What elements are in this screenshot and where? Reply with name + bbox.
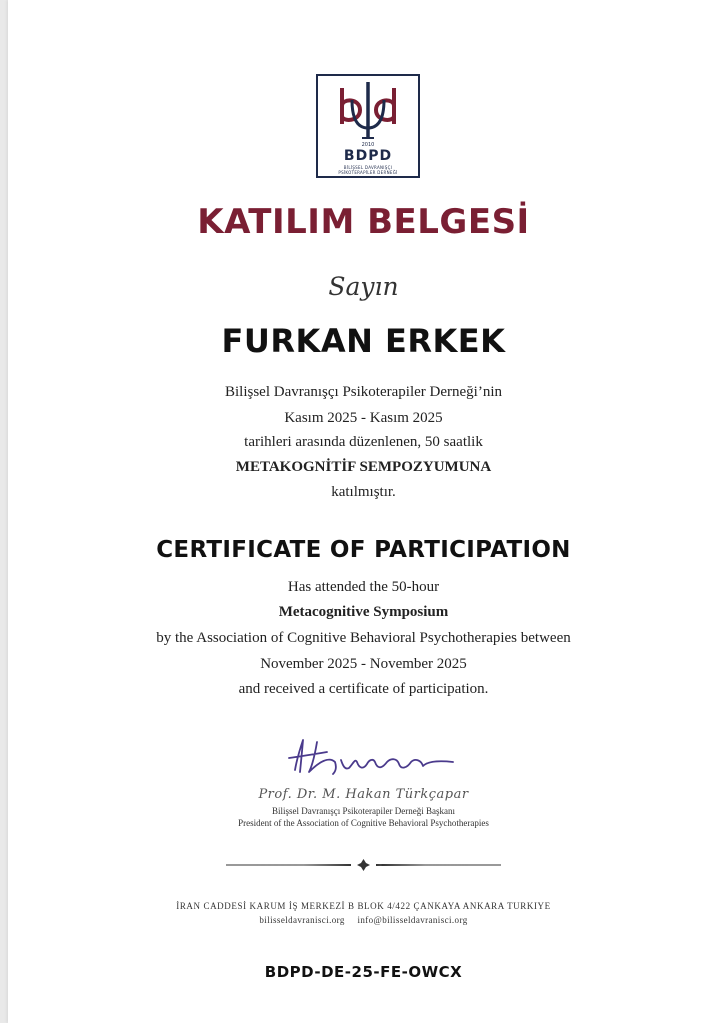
english-line-3: by the Association of Cognitive Behavioral Psychotherapies between bbox=[156, 630, 571, 646]
recipient-name: FURKAN ERKEK bbox=[221, 322, 506, 360]
certificate-page bbox=[8, 0, 719, 1023]
turkish-line-1: Bilişsel Davranışçı Psikoterapiler Derneği’nin bbox=[224, 384, 503, 400]
footer-email: info@bilisseldavranisci.org bbox=[357, 915, 468, 925]
english-event-name: Metacognitive Symposium bbox=[278, 604, 449, 620]
bdpd-logo bbox=[316, 74, 420, 178]
english-line-5: and received a certificate of participation. bbox=[238, 681, 489, 697]
signature-image bbox=[283, 732, 463, 782]
footer-address: İRAN CADDESİ KARUM İŞ MERKEZİ B BLOK 4/422 ÇANKAYA ANKARA TURKIYE bbox=[176, 901, 551, 911]
english-line-4: November 2025 - November 2025 bbox=[260, 656, 467, 672]
certificate-title-tr: KATILIM BELGESİ bbox=[197, 202, 530, 242]
footer-contact bbox=[8, 915, 719, 925]
salutation: Sayın bbox=[328, 272, 399, 301]
certificate-title-en: CERTIFICATE OF PARTICIPATION bbox=[156, 537, 571, 563]
logo-subtitle-line2: PSİKOTERAPİLER DERNEĞİ bbox=[338, 170, 398, 175]
signer-name: Prof. Dr. M. Hakan Türkçapar bbox=[258, 787, 469, 802]
logo-abbreviation: BDPD bbox=[343, 148, 393, 164]
english-line-1: Has attended the 50-hour bbox=[287, 579, 440, 595]
signer-title-en: President of the Association of Cognitive Behavioral Psychotherapies bbox=[238, 818, 489, 828]
logo-subtitle-line1: BİLİŞSEL DAVRANIŞÇI bbox=[343, 165, 393, 170]
certificate-code: BDPD-DE-25-FE-OWCX bbox=[264, 963, 463, 981]
turkish-line-2: Kasım 2025 - Kasım 2025 bbox=[284, 410, 443, 426]
turkish-line-3: tarihleri arasında düzenlenen, 50 saatlik bbox=[244, 434, 483, 450]
logo-year: 2010 bbox=[361, 142, 375, 148]
signer-title-tr: Bilişsel Davranışçı Psikoterapiler Derneği Başkanı bbox=[272, 806, 455, 816]
turkish-line-5: katılmıştır. bbox=[331, 484, 396, 500]
ornament-divider bbox=[226, 857, 501, 873]
turkish-event-name: METAKOGNİTİF SEMPOZYUMUNA bbox=[235, 459, 492, 475]
footer-website: bilisseldavranisci.org bbox=[259, 915, 345, 925]
